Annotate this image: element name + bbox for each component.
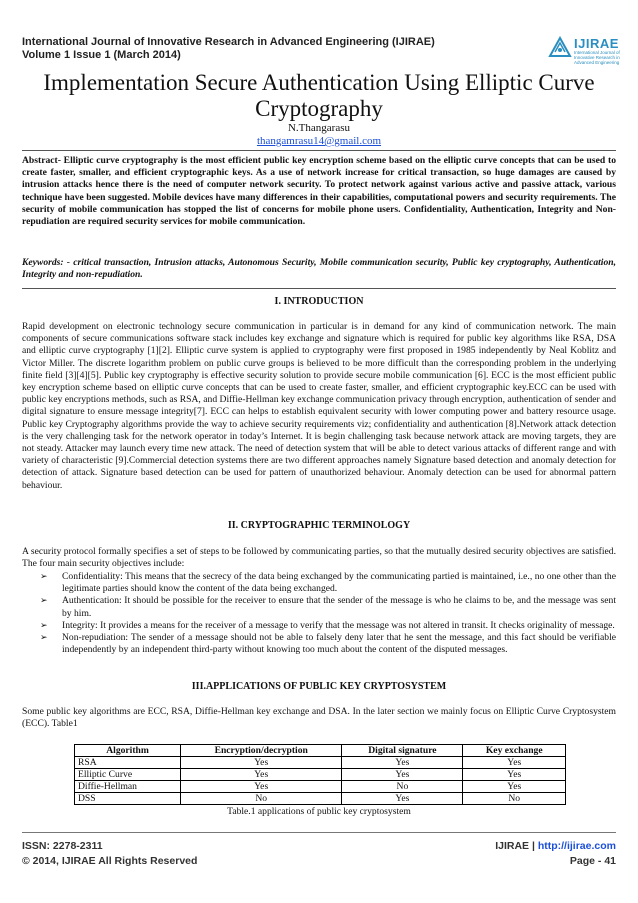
security-objectives-list	[22, 571, 616, 656]
footer-site	[495, 840, 616, 853]
list-item-text: Authentication: It should be possible for the receiver to ensure that the sender of the message is who he claims to be, and the message was sent by him.	[62, 595, 616, 619]
footer-copyright: © 2014, IJIRAE All Rights Reserved	[22, 855, 198, 867]
logo-subtitle: International Journal of Innovative Research in Advanced Engineering	[574, 50, 620, 65]
list-item	[22, 595, 616, 619]
table-cell: Yes	[181, 757, 342, 769]
list-item-text: Integrity: It provides a means for the receiver of a message to verify that the message was not altered in transit. It checks originality of message.	[62, 619, 615, 631]
table-cell: DSS	[75, 793, 181, 805]
terminology-paragraph: A security protocol formally specifies a set of steps to be followed by communicating parties, so that the mutually desired security objectives are satisfied. The four main security objectives include:	[22, 546, 616, 570]
algorithm-table	[74, 744, 566, 805]
journal-logo	[548, 36, 620, 65]
column-header: Key exchange	[463, 745, 566, 757]
table-row	[75, 793, 566, 805]
list-item	[22, 632, 616, 656]
paper-title: Implementation Secure Authentication Using Elliptic Curve Cryptography	[43, 70, 595, 121]
table-cell: No	[181, 793, 342, 805]
author-email-link[interactable]: thangamrasu14@gmail.com	[256, 135, 382, 147]
table-header-row	[75, 745, 566, 757]
table-cell: Yes	[342, 757, 463, 769]
table-cell: No	[463, 793, 566, 805]
page-number: Page - 41	[569, 855, 616, 867]
journal-website-link[interactable]: http://ijirae.com	[537, 840, 616, 852]
table-cell: Yes	[181, 769, 342, 781]
section-heading-terminology: II. CRYPTOGRAPHIC TERMINOLOGY	[227, 520, 411, 531]
table-cell: Yes	[463, 757, 566, 769]
list-item-text: Non-repudiation: The sender of a message should not be able to falsely deny later that he sent the message, and this fact should be verifiable independently by an independent third-party without knowing too much about the content of the disputed messages.	[62, 632, 616, 656]
logo-text: IJIRAE	[574, 36, 619, 51]
table-cell: Diffie-Hellman	[75, 781, 181, 793]
table-row	[75, 769, 566, 781]
list-item	[22, 571, 616, 595]
column-header: Algorithm	[75, 745, 181, 757]
footer-divider	[22, 832, 616, 833]
column-header: Encryption/decryption	[181, 745, 342, 757]
list-item	[22, 620, 616, 632]
journal-header	[22, 36, 435, 62]
table-cell: No	[342, 781, 463, 793]
abstract: Abstract- Elliptic curve cryptography is the most efficient public key encryption scheme based on the elliptic curve concepts that can be used to create faster, smaller, and efficient cryptographic keys. As a use of network increase for critical transaction, so huge damages are caused by intrusion attacks hence there is the need of computer network security. To protect network against various active and passive attack, various technique have been suggested. Mobile devices have many differences in their capabilities, computational powers and security requirements. The security of mobile communication has stopped the list of concerns for mobile phone users. Confidentiality, Authentication, Integrity and Non-repudiation are required security services for mobile communication.	[22, 155, 616, 228]
footer-journal-label: IJIRAE |	[495, 840, 538, 852]
table-cell: Elliptic Curve	[75, 769, 181, 781]
table-cell: Yes	[342, 769, 463, 781]
arrow-bullet-icon: ➢	[40, 572, 48, 582]
table-row	[75, 781, 566, 793]
introduction-paragraph: Rapid development on electronic technology secure communication in particular is in demand for any kind of communication network. The main components of secure communications software stack includes key exchange and signature which is required for public key algorithms like RSA, DSA and elliptic curve cryptography [1][2]. Elliptic curve system is applied to cryptography were first proposed in 1985 independently by Neal Koblitz and Victor Miller. The discrete logarithm problem on public curve groups is believed to be more difficult than the corresponding problem in the underlying finite field [3][4][5]. Public key cryptography is effective security solution to provide secure mobile communication [6]. ECC is the most efficient public key encryption scheme based on elliptic curve concepts that can be used to create faster, smaller, and efficient cryptographic key.ECC can be used with public key encryptions methods, such as RSA, and Diffie-Hellman key exchange communication privacy through encryption, authentication of sender and digital signature to ensure message integrity[7]. ECC can helps to establish equivalent security with lower computing power and battery resource usage. Public key Cryptography algorithms provide the way to achieve security requirements viz; confidentiality and authentication [8].Network attack detection is the very challenging task for the network operator in today’s Internet. It is begin challenging task because network attack are moving targets, they are not steady. Attacker may launch every time new attack. The need of detection system that will be able to detect various attacks of different range and with variety of characteristic [9].Commercial detection systems there are two different approaches namely Signature based detection and anomaly detection for detection of attack. Signature based detection can be used for pattern of unauthorized behaviour. Anomaly detection can be used for abnormal pattern behaviour.	[22, 321, 616, 491]
footer-issn: ISSN: 2278-2311	[22, 840, 103, 852]
list-item-text: Confidentiality: This means that the secrecy of the data being exchanged by the communicating partied is maintained, i.e., no one other than the legitimate parties should know the content of the data being exchanged.	[62, 571, 616, 595]
table-cell: RSA	[75, 757, 181, 769]
table-cell: Yes	[463, 781, 566, 793]
table-caption: Table.1 applications of public key cryptosystem	[227, 806, 411, 817]
arrow-bullet-icon: ➢	[40, 596, 48, 607]
table-cell: Yes	[463, 769, 566, 781]
applications-paragraph: Some public key algorithms are ECC, RSA, Diffie-Hellman key exchange and DSA. In the later section we mainly focus on Elliptic Curve Cryptosystem (ECC). Table1	[22, 706, 616, 730]
table-cell: Yes	[181, 781, 342, 793]
arrow-bullet-icon: ➢	[40, 620, 48, 631]
title-divider	[22, 150, 616, 151]
journal-volume: Volume 1 Issue 1 (March 2014)	[22, 49, 181, 61]
keywords-divider	[22, 288, 616, 289]
author-name: N.Thangarasu	[287, 122, 350, 134]
journal-name: International Journal of Innovative Research in Advanced Engineering (IJIRAE)	[22, 36, 435, 48]
table-cell: Yes	[342, 793, 463, 805]
section-heading-introduction: I. INTRODUCTION	[274, 296, 364, 307]
arrow-bullet-icon: ➢	[40, 633, 48, 644]
keywords: Keywords: - critical transaction, Intrusion attacks, Autonomous Security, Mobile communication security, Public key cryptography, Authentication, Integrity and non-repudiation.	[22, 257, 616, 281]
journal-logo-icon	[548, 36, 572, 60]
section-heading-applications: III.APPLICATIONS OF PUBLIC KEY CRYPTOSYSTEM	[191, 681, 447, 692]
column-header: Digital signature	[342, 745, 463, 757]
table-row	[75, 757, 566, 769]
